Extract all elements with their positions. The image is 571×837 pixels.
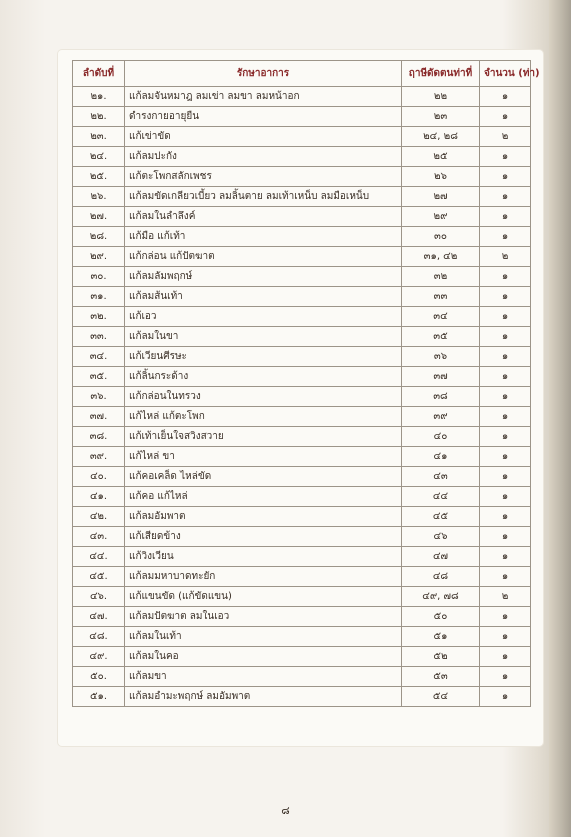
row-posture: ๔๙, ๗๘	[402, 587, 480, 607]
row-treatment: แก้ลมอัมพาต	[125, 507, 402, 527]
table-row	[73, 327, 531, 347]
row-treatment: แก้เท้าเย็นใจสวิงสวาย	[125, 427, 402, 447]
table-row	[73, 227, 531, 247]
row-posture: ๒๓	[402, 107, 480, 127]
table-row	[73, 187, 531, 207]
row-posture: ๔๐	[402, 427, 480, 447]
row-count: ๒	[480, 127, 531, 147]
table-row	[73, 147, 531, 167]
row-posture: ๓๒	[402, 267, 480, 287]
row-posture: ๒๕	[402, 147, 480, 167]
row-order: ๕๑.	[73, 687, 125, 707]
row-treatment: แก้ลมปัตฆาต ลมในเอว	[125, 607, 402, 627]
row-treatment: แก้ลมในขา	[125, 327, 402, 347]
row-treatment: แก้ลมในเท้า	[125, 627, 402, 647]
table-row	[73, 87, 531, 107]
row-treatment: แก้มือ แก้เท้า	[125, 227, 402, 247]
row-count: ๑	[480, 327, 531, 347]
table-row	[73, 367, 531, 387]
table-body	[73, 87, 531, 707]
row-count: ๑	[480, 367, 531, 387]
table-row	[73, 287, 531, 307]
row-posture: ๔๖	[402, 527, 480, 547]
row-posture: ๔๗	[402, 547, 480, 567]
row-posture: ๒๖	[402, 167, 480, 187]
header-count: จำนวน (ท่า)	[480, 61, 531, 87]
row-posture: ๒๗	[402, 187, 480, 207]
row-count: ๑	[480, 647, 531, 667]
row-count: ๑	[480, 287, 531, 307]
treatment-table	[72, 60, 540, 707]
row-count: ๒	[480, 587, 531, 607]
table-row	[73, 407, 531, 427]
row-count: ๒	[480, 247, 531, 267]
row-treatment: แก้ลมปะกัง	[125, 147, 402, 167]
row-order: ๔๓.	[73, 527, 125, 547]
row-count: ๑	[480, 607, 531, 627]
row-order: ๒๙.	[73, 247, 125, 267]
row-order: ๔๐.	[73, 467, 125, 487]
row-count: ๑	[480, 567, 531, 587]
row-order: ๒๕.	[73, 167, 125, 187]
row-treatment: แก้ลมในคอ	[125, 647, 402, 667]
table-row	[73, 607, 531, 627]
row-count: ๑	[480, 347, 531, 367]
header-treatment: รักษาอาการ	[125, 61, 402, 87]
row-order: ๓๖.	[73, 387, 125, 407]
row-count: ๑	[480, 147, 531, 167]
row-order: ๓๑.	[73, 287, 125, 307]
row-posture: ๓๔	[402, 307, 480, 327]
row-treatment: แก้ตะโพกสลักเพชร	[125, 167, 402, 187]
row-order: ๔๑.	[73, 487, 125, 507]
row-order: ๓๘.	[73, 427, 125, 447]
row-count: ๑	[480, 87, 531, 107]
table-row	[73, 567, 531, 587]
table-row	[73, 247, 531, 267]
table-row	[73, 427, 531, 447]
table-row	[73, 487, 531, 507]
row-order: ๒๖.	[73, 187, 125, 207]
row-order: ๔๙.	[73, 647, 125, 667]
table-row	[73, 127, 531, 147]
row-posture: ๔๓	[402, 467, 480, 487]
row-order: ๓๐.	[73, 267, 125, 287]
row-order: ๔๗.	[73, 607, 125, 627]
row-treatment: แก้เข่าขัด	[125, 127, 402, 147]
page-edge	[549, 0, 571, 837]
row-count: ๑	[480, 487, 531, 507]
table-row	[73, 547, 531, 567]
row-treatment: แก้ลมอำมะพฤกษ์ ลมอัมพาต	[125, 687, 402, 707]
row-posture: ๕๒	[402, 647, 480, 667]
row-count: ๑	[480, 387, 531, 407]
row-posture: ๒๙	[402, 207, 480, 227]
row-treatment: แก้ลมส้นเท้า	[125, 287, 402, 307]
row-treatment: แก้ลมลัมพฤกษ์	[125, 267, 402, 287]
row-posture: ๓๐	[402, 227, 480, 247]
row-posture: ๓๗	[402, 367, 480, 387]
row-treatment: แก้ลมขัดเกลียวเบี้ยว ลมลิ้นตาย ลมเท้าเหน็บ ลมมือเหน็บ	[125, 187, 402, 207]
row-order: ๔๕.	[73, 567, 125, 587]
row-posture: ๔๕	[402, 507, 480, 527]
table-row	[73, 207, 531, 227]
row-order: ๓๕.	[73, 367, 125, 387]
row-order: ๓๔.	[73, 347, 125, 367]
row-posture: ๒๒	[402, 87, 480, 107]
row-count: ๑	[480, 667, 531, 687]
table-row	[73, 687, 531, 707]
table-row	[73, 667, 531, 687]
row-order: ๒๑.	[73, 87, 125, 107]
row-count: ๑	[480, 407, 531, 427]
row-count: ๑	[480, 187, 531, 207]
row-treatment: แก้ลมในลำลึงค์	[125, 207, 402, 227]
row-posture: ๓๙	[402, 407, 480, 427]
row-treatment: แก้ลมมหาบาดทะยัก	[125, 567, 402, 587]
table-row	[73, 107, 531, 127]
row-order: ๒๔.	[73, 147, 125, 167]
table-row	[73, 467, 531, 487]
header-posture: ฤาษีดัดตนท่าที่	[402, 61, 480, 87]
row-treatment: ดำรงกายอายุยืน	[125, 107, 402, 127]
row-count: ๑	[480, 627, 531, 647]
row-count: ๑	[480, 527, 531, 547]
row-order: ๓๒.	[73, 307, 125, 327]
row-posture: ๕๐	[402, 607, 480, 627]
table-row	[73, 447, 531, 467]
table-row	[73, 507, 531, 527]
row-treatment: แก้ไหล่ ขา	[125, 447, 402, 467]
table-row	[73, 167, 531, 187]
row-count: ๑	[480, 167, 531, 187]
row-order: ๒๒.	[73, 107, 125, 127]
row-treatment: แก้วิงเวียน	[125, 547, 402, 567]
row-posture: ๔๔	[402, 487, 480, 507]
row-count: ๑	[480, 267, 531, 287]
row-posture: ๕๔	[402, 687, 480, 707]
row-order: ๔๒.	[73, 507, 125, 527]
row-treatment: แก้กล่อน แก้ปัตฆาต	[125, 247, 402, 267]
row-posture: ๓๖	[402, 347, 480, 367]
row-count: ๑	[480, 507, 531, 527]
row-posture: ๒๔, ๒๘	[402, 127, 480, 147]
row-count: ๑	[480, 467, 531, 487]
row-order: ๓๗.	[73, 407, 125, 427]
row-count: ๑	[480, 227, 531, 247]
row-order: ๓๙.	[73, 447, 125, 467]
row-posture: ๕๑	[402, 627, 480, 647]
row-order: ๕๐.	[73, 667, 125, 687]
row-treatment: แก้ลมขา	[125, 667, 402, 687]
table-row	[73, 387, 531, 407]
header-order: ลำดับที่	[73, 61, 125, 87]
table-row	[73, 307, 531, 327]
table-row	[73, 647, 531, 667]
row-posture: ๔๑	[402, 447, 480, 467]
row-treatment: แก้คอ แก้ไหล่	[125, 487, 402, 507]
row-treatment: แก้เอว	[125, 307, 402, 327]
row-posture: ๕๓	[402, 667, 480, 687]
row-treatment: แก้ลิ้นกระด้าง	[125, 367, 402, 387]
row-treatment: แก้เสียดข้าง	[125, 527, 402, 547]
row-posture: ๔๘	[402, 567, 480, 587]
row-count: ๑	[480, 687, 531, 707]
row-order: ๓๓.	[73, 327, 125, 347]
row-order: ๒๘.	[73, 227, 125, 247]
table-row	[73, 267, 531, 287]
row-treatment: แก้แขนขัด (แก้ขัดแขน)	[125, 587, 402, 607]
row-count: ๑	[480, 447, 531, 467]
row-order: ๔๘.	[73, 627, 125, 647]
row-count: ๑	[480, 307, 531, 327]
row-posture: ๓๘	[402, 387, 480, 407]
row-order: ๔๖.	[73, 587, 125, 607]
row-posture: ๓๑, ๔๒	[402, 247, 480, 267]
table-header-row	[73, 61, 531, 87]
row-posture: ๓๕	[402, 327, 480, 347]
row-treatment: แก้ไหล่ แก้ตะโพก	[125, 407, 402, 427]
table-row	[73, 347, 531, 367]
row-count: ๑	[480, 427, 531, 447]
row-treatment: แก้คอเคล็ด ไหล่ขัด	[125, 467, 402, 487]
row-treatment: แก้กล่อนในทรวง	[125, 387, 402, 407]
row-count: ๑	[480, 207, 531, 227]
row-count: ๑	[480, 107, 531, 127]
table-row	[73, 527, 531, 547]
table-row	[73, 627, 531, 647]
row-order: ๔๔.	[73, 547, 125, 567]
row-order: ๒๗.	[73, 207, 125, 227]
row-posture: ๓๓	[402, 287, 480, 307]
row-order: ๒๓.	[73, 127, 125, 147]
row-treatment: แก้ลมจันหมาฎ ลมเข่า ลมขา ลมหน้าอก	[125, 87, 402, 107]
row-count: ๑	[480, 547, 531, 567]
row-treatment: แก้เวียนศีรษะ	[125, 347, 402, 367]
table-row	[73, 587, 531, 607]
page-number: ๘	[281, 804, 290, 817]
